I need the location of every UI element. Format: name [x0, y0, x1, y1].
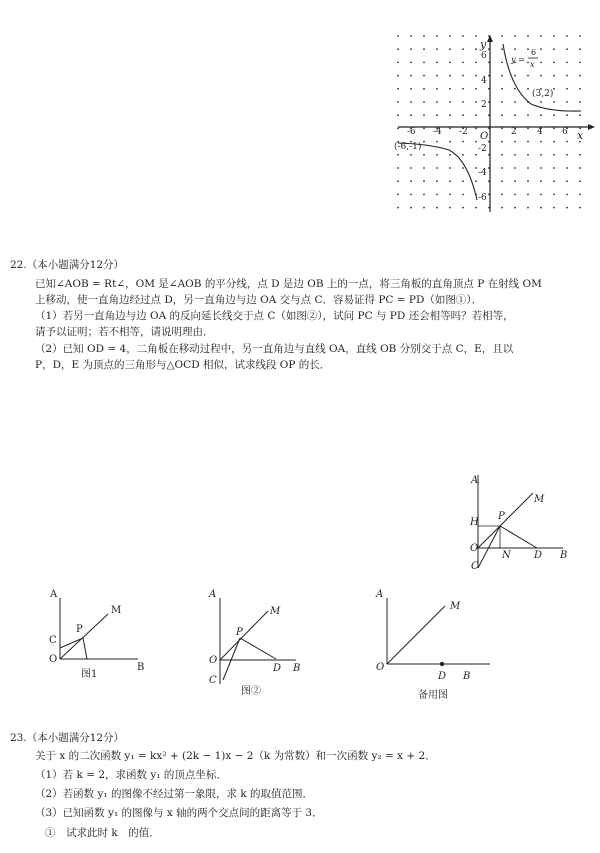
- fig1-label-M: M: [111, 605, 122, 616]
- fig-top-label-B: B: [560, 550, 568, 561]
- point-label-3-2: (3,2): [532, 89, 554, 99]
- q22-line-4: 请予以证明；若不相等，请说明理由．: [35, 326, 214, 338]
- q23-header: 23.（本小题满分12分）: [10, 732, 125, 744]
- fig3-label-A: A: [376, 589, 384, 600]
- fig2-label-P: P: [236, 627, 243, 638]
- curve-label-prefix: y =: [511, 55, 525, 64]
- curve-label-num: 6: [531, 48, 537, 57]
- fig2-label-D: D: [273, 663, 282, 674]
- tick-x: -2: [459, 127, 468, 137]
- q22-line-3: （1）若另一直角边与边 OA 的反向延长线交于点 C（如图②），试问 PC 与 PD 还会相等吗？若相等，: [35, 310, 514, 322]
- curve-label-den: x: [530, 60, 535, 69]
- point-label-neg6-neg1: (-6,-1): [394, 142, 422, 152]
- tick-x: 2: [511, 127, 517, 137]
- q22-header: 22.（本小题满分12分）: [10, 259, 125, 271]
- fig1-label-P: P: [76, 624, 83, 635]
- tick-x: 4: [537, 127, 543, 137]
- fig3-label-M: M: [450, 601, 461, 612]
- q23-line-2: （1）若 k = 2，求函数 y₁ 的顶点坐标．: [35, 769, 227, 781]
- fig-top-label-C: C: [471, 561, 479, 572]
- q22-line-5: （2）已知 OD = 4，二角板在移动过程中，另一直角边与直线 OA，直线 OB 分别交于点 C，E，且以: [35, 343, 514, 355]
- tick-y: 4: [481, 76, 487, 86]
- fig1-label-A: A: [50, 589, 58, 600]
- fig-top-label-P: P: [498, 511, 505, 522]
- fig1-label-C: C: [49, 635, 57, 646]
- tick-y: -4: [478, 168, 487, 178]
- tick-x: -4: [433, 127, 442, 137]
- q23-line-3: （2）若函数 y₁ 的图像不经过第一象限，求 k 的取值范围．: [35, 788, 314, 800]
- fig3-caption: 备用图: [418, 690, 448, 701]
- tick-y: -6: [478, 193, 487, 203]
- tick-x: 6: [562, 127, 568, 137]
- tick-y: 6: [481, 51, 487, 61]
- tick-y: -2: [478, 144, 487, 154]
- q23-line-5: ① 试求此时 k 的值．: [45, 827, 160, 839]
- fig3-point-D: [440, 662, 444, 666]
- fig1-label-B: B: [137, 662, 145, 673]
- fig3-label-B: B: [463, 671, 471, 682]
- fig3-label-D: D: [438, 671, 447, 682]
- q22-line-1: 已知∠AOB = Rt∠，OM 是∠AOB 的平分线，点 D 是边 OB 上的一点，将三角板的直角顶点 P 在射线 OM: [35, 278, 542, 290]
- x-axis-label: x: [577, 129, 584, 142]
- q22-line-6: P，D，E 为顶点的三角形与△OCD 相似，试求线段 OP 的长．: [35, 359, 331, 371]
- fig-top-label-A: A: [471, 475, 479, 486]
- tick-x: -6: [407, 127, 416, 137]
- fig3-label-O: O: [376, 662, 385, 673]
- y-axis-label: y: [480, 38, 487, 51]
- fig-top-label-H: H: [470, 517, 479, 528]
- fig-top-label-D: D: [534, 550, 543, 561]
- fig-top-label-N: N: [502, 550, 511, 561]
- fig-top-label-M: M: [534, 494, 545, 505]
- fig1-caption: 图1: [81, 669, 98, 680]
- fig2-label-B: B: [293, 663, 301, 674]
- origin-label: O: [480, 131, 489, 142]
- tick-y: 2: [481, 100, 487, 110]
- fig2-caption: 图②: [241, 686, 261, 697]
- fig1-label-O: O: [49, 654, 58, 665]
- fig2-label-O: O: [209, 655, 218, 666]
- q22-line-2: 上移动，使一直角边经过点 D，另一直角边与边 OA 交与点 C．容易证得 PC = PD（如图①）．: [35, 294, 483, 306]
- fig-top-label-O: O: [470, 543, 479, 554]
- fig2-label-M: M: [270, 606, 281, 617]
- q23-line-4: （3）已知函数 y₁ 的图像与 x 轴的两个交点间的距离等于 3．: [35, 807, 323, 819]
- q23-line-1: 关于 x 的二次函数 y₁ = kx² + (2k − 1)x − 2（k 为常数）和一次函数 y₂ = x + 2．: [35, 750, 436, 762]
- fig2-label-C: C: [209, 675, 217, 686]
- fig2-label-A: A: [209, 589, 217, 600]
